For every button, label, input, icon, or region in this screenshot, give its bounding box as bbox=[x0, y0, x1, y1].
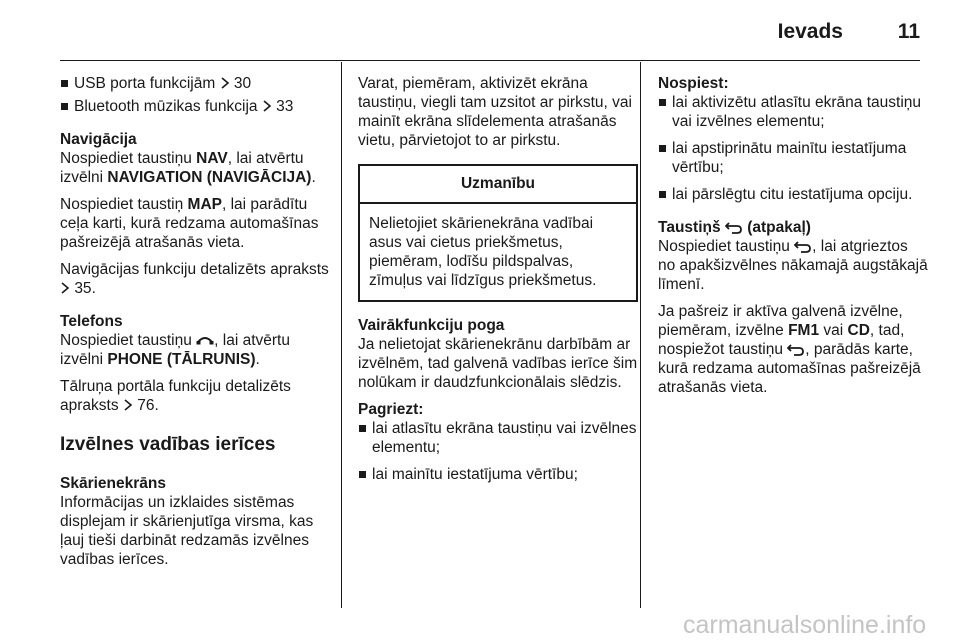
column-divider-2 bbox=[640, 62, 641, 608]
section-heading: Izvēlnes vadības ierīces bbox=[60, 434, 276, 455]
page-ref-arrow-icon bbox=[262, 100, 272, 112]
header-rule bbox=[60, 60, 920, 61]
turn-label: Pagriezt: bbox=[358, 401, 424, 418]
bullet-square bbox=[659, 99, 666, 106]
back-paragraph-2: Ja pašreiz ir aktīva galvenā izvēlne, piemēram, izvēlne FM1 vai CD, tad, nospiežot taustiņu , parādās karte, kurā redzama automašīnas pašreizējā atrašanās vieta. bbox=[658, 303, 921, 396]
navigation-paragraph-3: Navigācijas funkciju detalizēts apraksts 35. bbox=[60, 261, 329, 297]
back-paragraph-1: Nospiediet taustiņu , lai atgrieztos no apakšizvēlnes nākamajā augstākajā līmenī. bbox=[658, 238, 928, 293]
press-label: Nospiest: bbox=[658, 75, 729, 92]
column-3 bbox=[658, 74, 928, 397]
telefons-heading: Telefons bbox=[60, 313, 123, 330]
page-number: 11 bbox=[897, 20, 920, 43]
bullet-square bbox=[359, 471, 366, 478]
list-item: Bluetooth mūzikas funkcija 33 bbox=[60, 97, 332, 116]
list-item: lai pārslēgtu citu iestatījuma opciju. bbox=[658, 185, 928, 204]
bullet-square bbox=[659, 145, 666, 152]
back-button-heading: Taustiņš (atpakaļ) bbox=[658, 219, 811, 236]
list-item: lai aktivizētu atlasītu ekrāna taustiņu vai izvēlnes elementu; bbox=[658, 93, 928, 131]
page-header-title: Ievads bbox=[777, 20, 843, 43]
navigation-heading: Navigācija bbox=[60, 131, 137, 148]
list-item: lai atlasītu ekrāna taustiņu vai izvēlnes elementu; bbox=[358, 419, 638, 457]
bullet-square bbox=[659, 191, 666, 198]
column-1 bbox=[60, 74, 332, 569]
page-ref-arrow-icon bbox=[60, 282, 70, 294]
list-item: lai apstiprinātu mainītu iestatījuma vērtību; bbox=[658, 139, 928, 177]
touchscreen-paragraph: Informācijas un izklaides sistēmas displejam ir skārienjutīga virsma, kas ļauj tieši darbināt redzamās izvēlnes vadības ierīces. bbox=[60, 494, 314, 568]
back-arrow-icon bbox=[787, 344, 805, 356]
caution-text: Nelietojiet skārienekrāna vadībai asus vai cietus priekšmetus, piemēram, lodīšu pildspalvas, zīmuļus vai līdzīgus priekšmetus. bbox=[369, 215, 597, 289]
phone-handset-icon bbox=[196, 333, 214, 347]
caution-title: Uzmanību bbox=[360, 166, 636, 204]
back-arrow-icon bbox=[794, 241, 812, 253]
list-item: lai mainītu iestatījuma vērtību; bbox=[358, 465, 638, 484]
multifunction-heading: Vairākfunkciju poga bbox=[358, 317, 505, 334]
touchscreen-heading: Skārienekrāns bbox=[60, 475, 166, 492]
list-item: USB porta funkcijām 30 bbox=[60, 74, 332, 93]
bullet-square bbox=[359, 425, 366, 432]
caution-box bbox=[358, 164, 638, 302]
bullet-square bbox=[61, 103, 68, 110]
watermark: carmanualsonline.info bbox=[683, 611, 927, 639]
telefons-paragraph-1: Nospiediet taustiņu , lai atvērtu izvēlni PHONE (TĀLRUNIS). bbox=[60, 332, 290, 368]
intro-paragraph: Varat, piemēram, aktivizēt ekrāna taustiņu, viegli tam uzsitot ar pirkstu, vai mainīt ekrāna slīdelementa atrašanās vietu, pārvietojot to ar pirkstu. bbox=[358, 75, 632, 149]
page-ref-arrow-icon bbox=[220, 77, 230, 89]
navigation-paragraph-1: Nospiediet taustiņu NAV, lai atvērtu izvēlni NAVIGATION (NAVIGĀCIJA). bbox=[60, 150, 316, 186]
page-ref-arrow-icon bbox=[123, 399, 133, 411]
column-2 bbox=[358, 74, 638, 484]
bullet-square bbox=[61, 80, 68, 87]
navigation-paragraph-2: Nospiediet taustiņ MAP, lai parādītu ceļa karti, kurā redzama automašīnas pašreizējā atrašanās vieta. bbox=[60, 196, 319, 251]
telefons-paragraph-2: Tālruņa portāla funkciju detalizēts apraksts 76. bbox=[60, 378, 291, 414]
column-divider-1 bbox=[341, 62, 342, 608]
back-arrow-icon bbox=[725, 222, 743, 234]
multifunction-paragraph: Ja nelietojat skārienekrānu darbībām ar izvēlnēm, tad galvenā vadības ierīce šim nolūkam ir daudzfunkcionālais slēdzis. bbox=[358, 336, 638, 391]
